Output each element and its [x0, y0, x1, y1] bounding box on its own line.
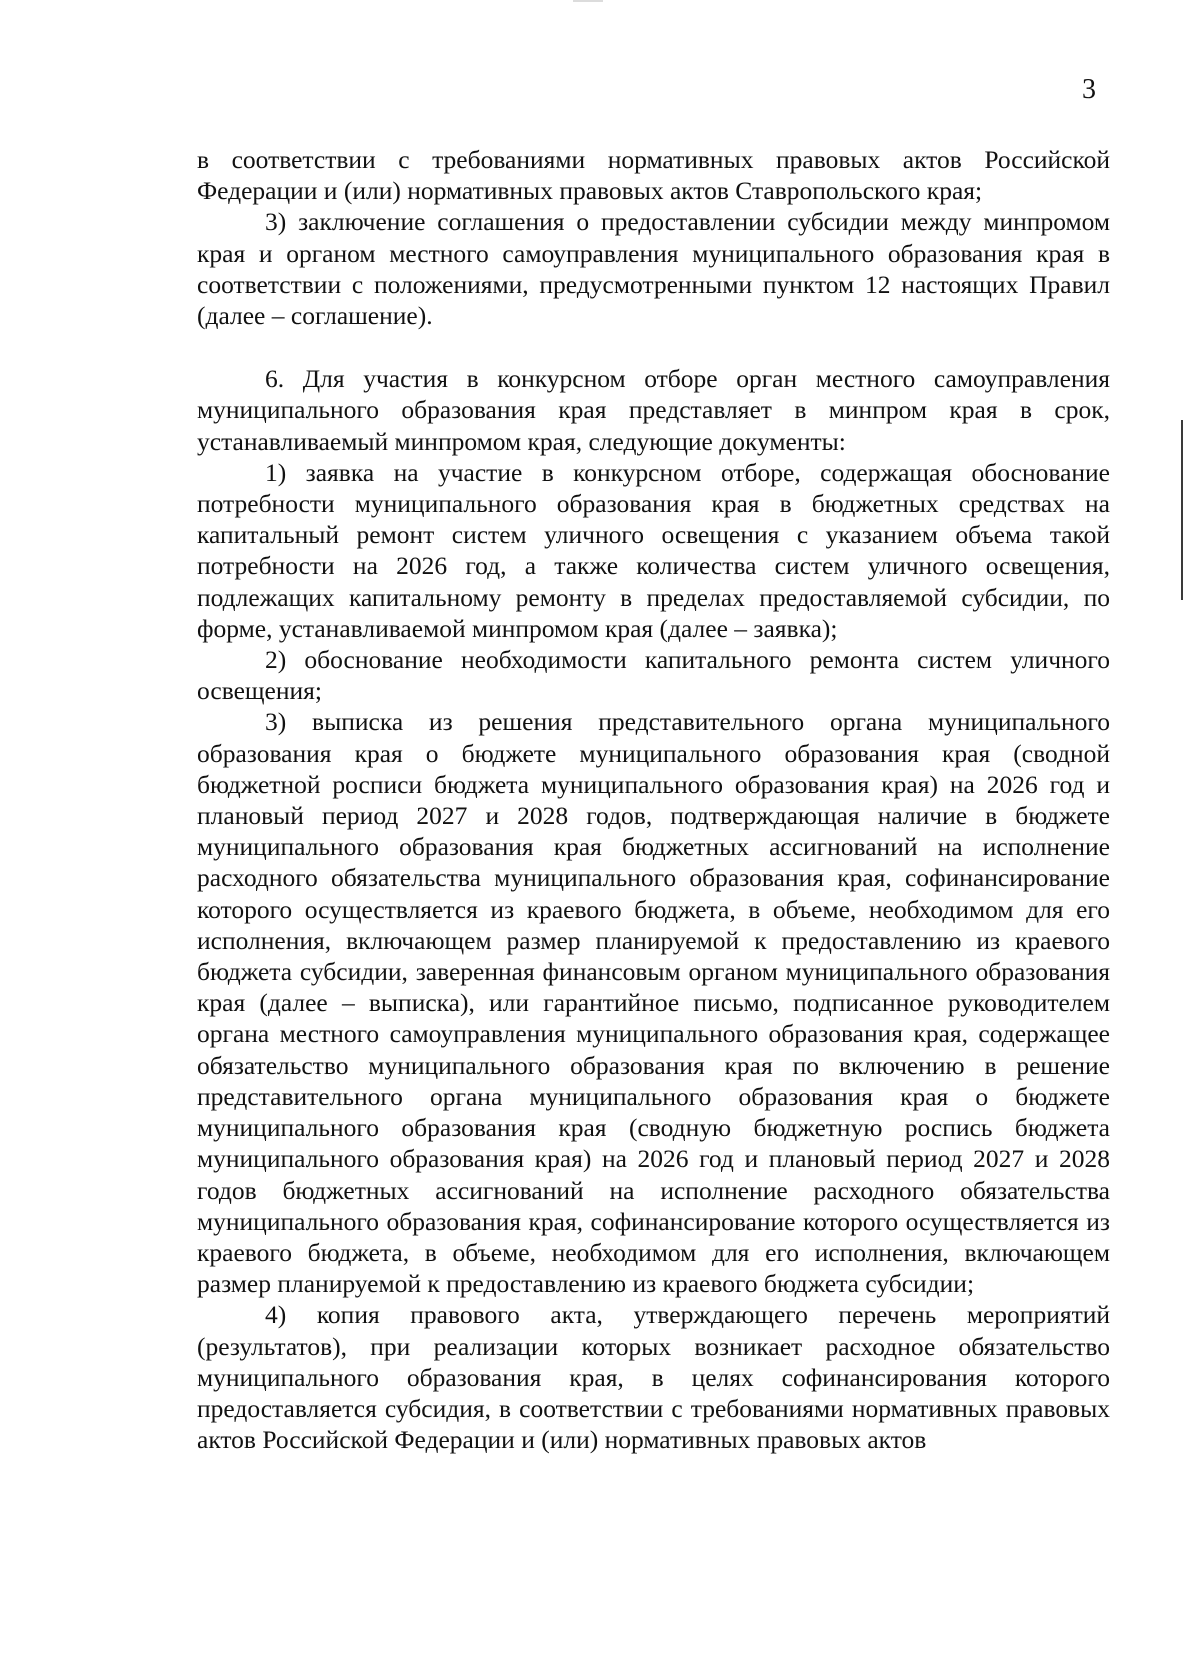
document-body — [197, 144, 1110, 1455]
page-number: 3 — [1082, 74, 1096, 105]
paragraph-continuation: в соответствии с требованиями нормативных правовых актов Российской Федерации и (или) нормативных правовых актов Ставропольского края; — [197, 145, 1110, 206]
paragraph-item-4-legal-act: 4) копия правового акта, утверждающего перечень мероприятий (результатов), при реализации которых возникает расходное обязательство муниципального образования края, в целях софинансирования которого предоставляется субсидия, в соответствии с требованиями нормативных правовых актов Российской Федерации и (или) нормативных правовых актов — [197, 1300, 1110, 1455]
paragraph-item-1-application: 1) заявка на участие в конкурсном отборе, содержащая обоснование потребности муниципального образования края в бюджетных средствах на капитальный ремонт систем уличного освещения с указанием объема такой потребности на 2026 год, а также количества систем уличного освещения, подлежащих капитальному ремонту в пределах предоставляемой субсидии, по форме, устанавливаемой минпромом края (далее – заявка); — [197, 457, 1110, 643]
scan-margin-line — [1181, 420, 1183, 600]
paragraph-section-6: 6. Для участия в конкурсном отборе орган местного самоуправления муниципального образования края представляет в минпром края в срок, устанавливаемый минпромом края, следующие документы: — [197, 364, 1110, 456]
paragraph-item-3-agreement: 3) заключение соглашения о предоставлении субсидии между минпромом края и органом местного самоуправления муниципального образования края в соответствии с положениями, предусмотренными пунктом 12 настоящих Правил (далее – соглашение). — [197, 207, 1110, 331]
paragraph-item-3-extract: 3) выписка из решения представительного органа муниципального образования края о бюджете муниципального образования края (сводной бюджетной росписи бюджета муниципального образования края) на 2026 год и плановый период 2027 и 2028 годов, подтверждающая наличие в бюджете муниципального образования края бюджетных ассигнований на исполнение расходного обязательства муниципального образования края, софинансирование которого осуществляется из краевого бюджета, в объеме, необходимом для его исполнения, включающем размер планируемой к предоставлению из краевого бюджета субсидии, заверенная финансовым органом муниципального образования края (далее – выписка), или гарантийное письмо, подписанное руководителем органа местного самоуправления муниципального образования края, содержащее обязательство муниципального образования края по включению в решение представительного органа муниципального образования края о бюджете муниципального образования края (сводную бюджетную роспись бюджета муниципального образования края) на 2026 год и плановый период 2027 и 2028 годов бюджетных ассигнований на исполнение расходного обязательства муниципального образования края, софинансирование которого осуществляется из краевого бюджета, в объеме, необходимом для его исполнения, включающем размер планируемой к предоставлению из краевого бюджета субсидии; — [197, 707, 1110, 1299]
scan-artifact-top — [573, 0, 603, 2]
paragraph-item-2-justification: 2) обоснование необходимости капитального ремонта систем уличного освещения; — [197, 645, 1110, 706]
